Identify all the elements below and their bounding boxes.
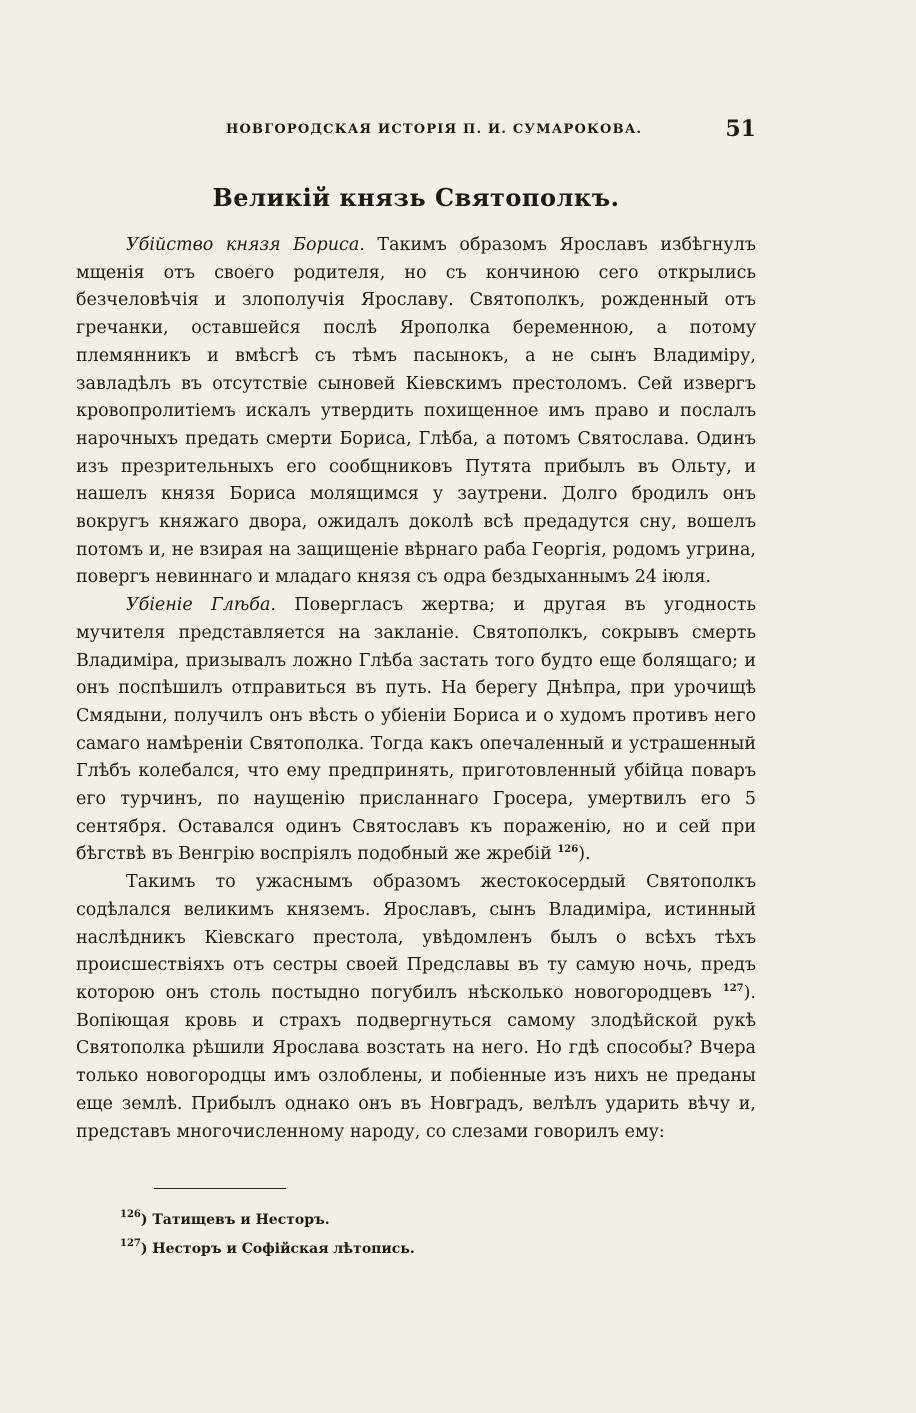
paragraph-svyatopolk-grand-prince — [76, 869, 756, 1146]
chapter-title: Великій князь Святополкъ. — [212, 183, 620, 212]
footnote — [120, 1206, 720, 1235]
footnote-text: ) Несторъ и Софійская лѣтопись. — [140, 1241, 415, 1257]
footnote-number: 127 — [120, 1238, 141, 1249]
paragraph-text-tail: ). — [578, 844, 591, 865]
footnote-ref[interactable]: 126 — [557, 844, 579, 856]
body-text — [76, 232, 756, 1146]
running-title: НОВГОРОДСКАЯ ИСТОРІЯ П. И. СУМАРОКОВА. — [226, 122, 643, 137]
sidenote-murder-of-boris: Убійство князя Бориса. — [126, 235, 365, 255]
paragraph-text: Повергласъ жертва; и другая въ угодность мучителя представляется на закланіе. Святополкъ, сокрывъ смерть Владиміра, призывалъ ложно Глѣба застать того будто еще болящаго; и онъ поспѣшилъ отправиться въ путь. На берегу Днѣпра, при урочищѣ Смядыни, получилъ онъ вѣсть о убіеніи Бориса и о худомъ противъ него самаго намѣреніи Святополка. Тогда какъ опечаленный и устрашенный Глѣбъ колебался, что ему предпринять, приготовленный убійца поваръ его турчинъ, по наущенію присланнаго Гросера, умертвилъ его 5 сентября. Оставался одинъ Святославъ къ пораженію, но и сей при бѣгствѣ въ Венгрію воспріялъ подобный же жребій — [76, 595, 757, 865]
footnotes — [120, 1206, 720, 1264]
footnote — [120, 1235, 720, 1264]
footnote-number: 126 — [120, 1209, 141, 1220]
page-header — [76, 116, 756, 142]
footnote-text: ) Татищевъ и Несторъ. — [140, 1212, 330, 1228]
footnote-ref[interactable]: 127 — [722, 982, 744, 994]
sidenote-murder-of-gleb: Убіеніе Глѣба. — [126, 595, 276, 616]
paragraph-text: Такимъ то ужаснымъ образомъ жестокосердый Святополкъ содѣлался великимъ княземъ. Ярославъ, сынъ Владиміра, истинный наслѣдникъ Кіевскаго престола, увѣдомленъ былъ о всѣхъ тѣхъ происшествіяхъ отъ сестры своей Предславы въ ту самую ночь, предъ которою онъ столь постыдно погубилъ нѣсколько новогородцевъ — [76, 872, 756, 1003]
paragraph-text-tail: ). Вопіющая кровь и страхъ подвергнуться самому злодѣйской рукѣ Святополка рѣшили Ярослава возстать на него. Но гдѣ способы? Вчера только новогородцы имъ озлоблены, и побіенные изъ нихъ не преданы еще землѣ. Прибылъ однако онъ въ Новградъ, велѣлъ ударить вѣчу и, представъ многочисленному народу, со слезами говорилъ ему: — [76, 982, 756, 1142]
paragraph-murder-of-gleb — [76, 592, 756, 869]
paragraph-murder-of-boris — [76, 232, 756, 592]
footnote-divider — [154, 1188, 286, 1189]
page-number: 51 — [725, 116, 756, 142]
paragraph-text: Такимъ образомъ Ярославъ избѣгнулъ мщенія отъ своего родителя, но съ кончиною сего открылись безчеловѣчія и злополучія Ярославу. Святополкъ, рожденный отъ гречанки, оставшейся послѣ Ярополка беременною, а потому племянникъ и вмѣсгѣ съ тѣмъ пасынокъ, а не сынъ Владиміру, завладѣлъ въ отсутствіе сыновей Кіевскимъ престоломъ. Сей извергъ кровопролитіемъ искалъ утвердить похищенное имъ право и послалъ нарочныхъ предать смерти Бориса, Глѣба, а потомъ Святослава. Одинъ изъ презрительныхъ его сообщниковъ Путята прибылъ въ Ольту, и нашелъ князя Бориса молящимся у заутрени. Долго бродилъ онъ вокругъ княжаго двора, ожидалъ доколѣ всѣ предадутся сну, вошелъ потомъ и, не взирая на защищеніе вѣрнаго раба Георгія, родомъ угрина, повергъ невиннаго и младаго князя съ одра бездыханнымъ 24 іюля. — [76, 235, 756, 588]
